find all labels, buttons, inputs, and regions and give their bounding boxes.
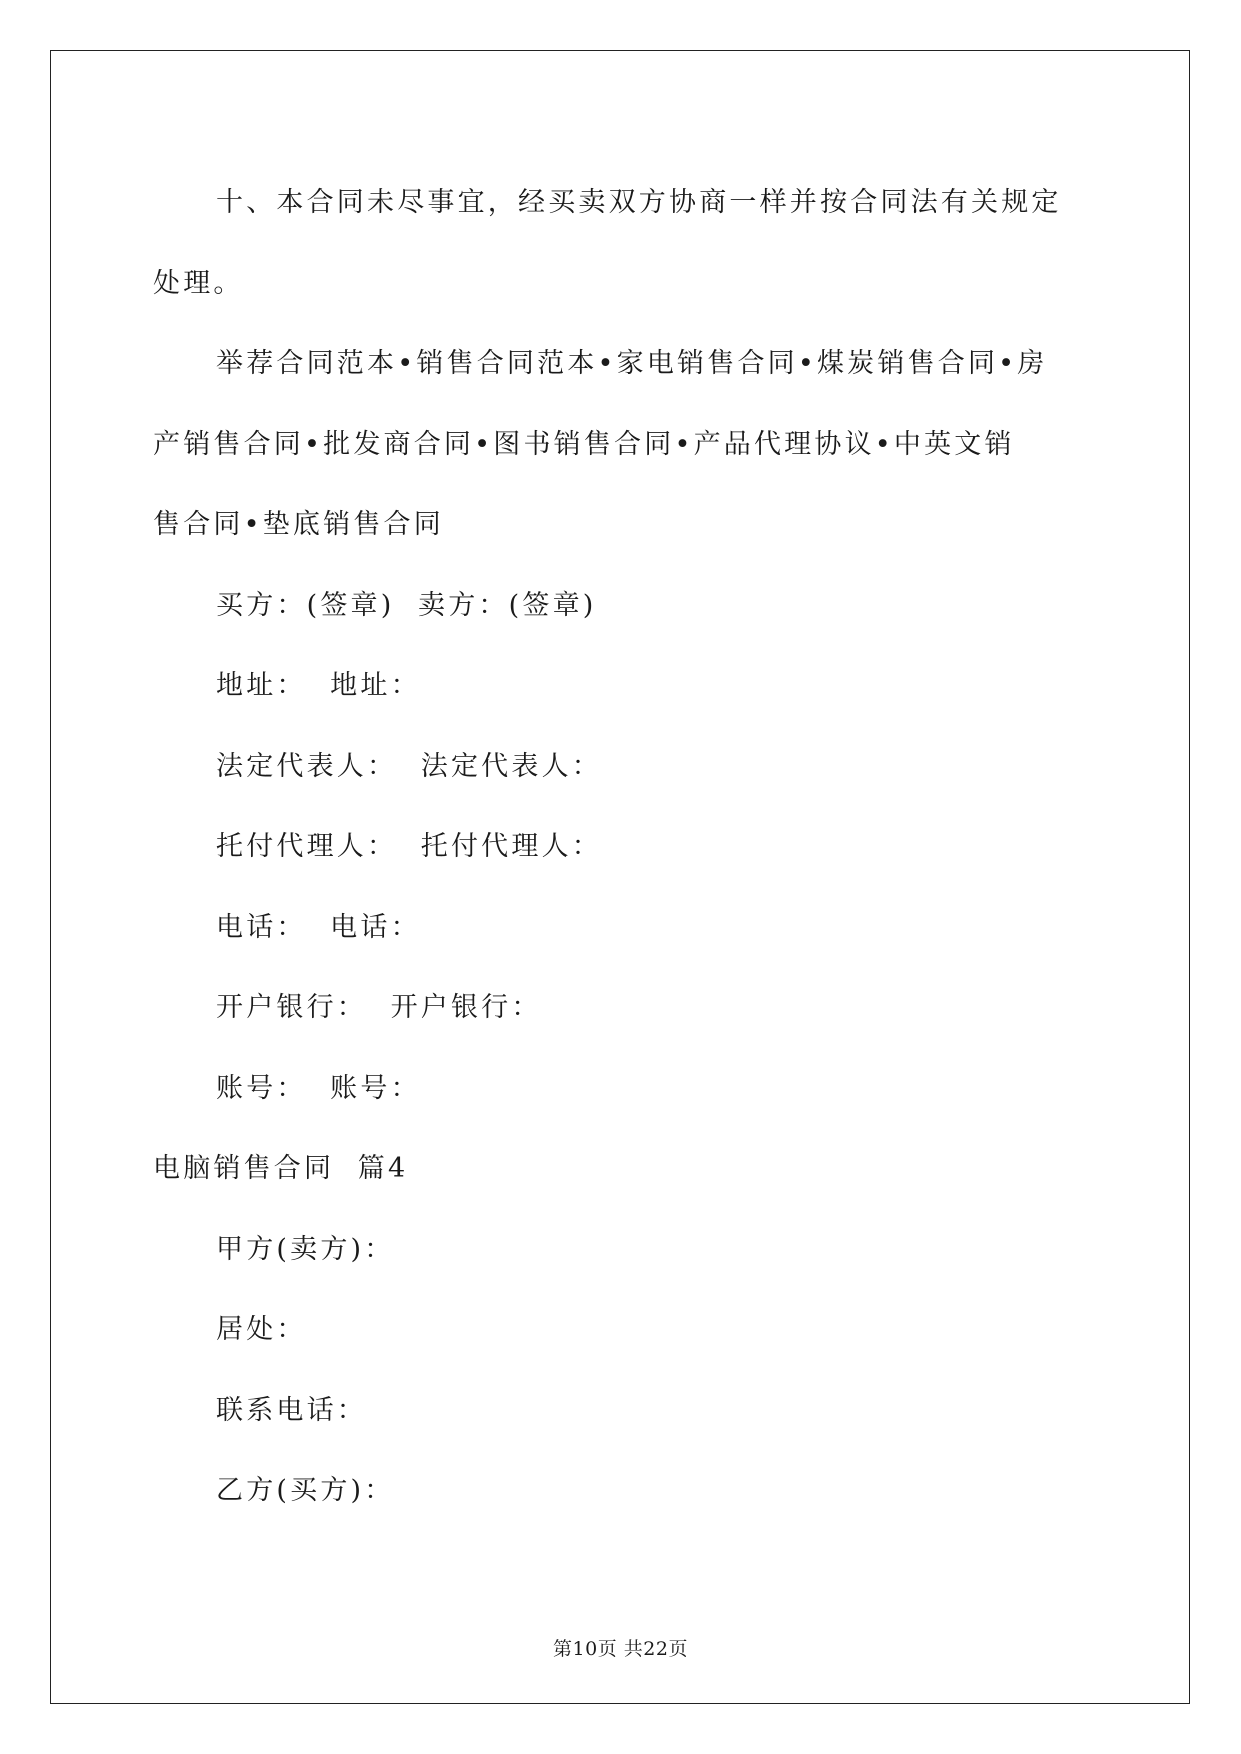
bank-line: 开户银行： 开户银行： <box>216 992 542 1023</box>
party-a-line: 甲方(卖方)： <box>216 1233 395 1265</box>
clause-10-line-1: 十、本合同未尽事宜，经买卖双方协商一样并按合同法有关规定 <box>216 187 1062 218</box>
agent-line: 托付代理人： 托付代理人： <box>216 831 602 862</box>
address-line: 地址： 地址： <box>216 670 421 701</box>
recommend-line-3: 售合同•垫底销售合同 <box>153 509 444 540</box>
account-line: 账号： 账号： <box>216 1072 421 1104</box>
recommend-line-1: 举荐合同范本•销售合同范本•家电销售合同•煤炭销售合同•房 <box>216 348 1048 379</box>
legal-representative-line: 法定代表人： 法定代表人： <box>216 750 602 782</box>
contact-phone-line: 联系电话： <box>216 1394 367 1426</box>
party-b-line: 乙方(买方)： <box>216 1475 395 1506</box>
clause-10-line-2: 处理。 <box>153 267 244 299</box>
signature-line: 买方：(签章) 卖方：(签章) <box>216 589 597 621</box>
section-title: 电脑销售合同 篇4 <box>153 1153 409 1184</box>
document-body <box>153 163 1093 1532</box>
recommend-line-2: 产销售合同•批发商合同•图书销售合同•产品代理协议•中英文销 <box>153 428 1015 460</box>
page-number-footer: 第10页 共22页 <box>553 1638 688 1660</box>
residence-line: 居处： <box>216 1314 307 1345</box>
phone-line: 电话： 电话： <box>216 911 421 943</box>
